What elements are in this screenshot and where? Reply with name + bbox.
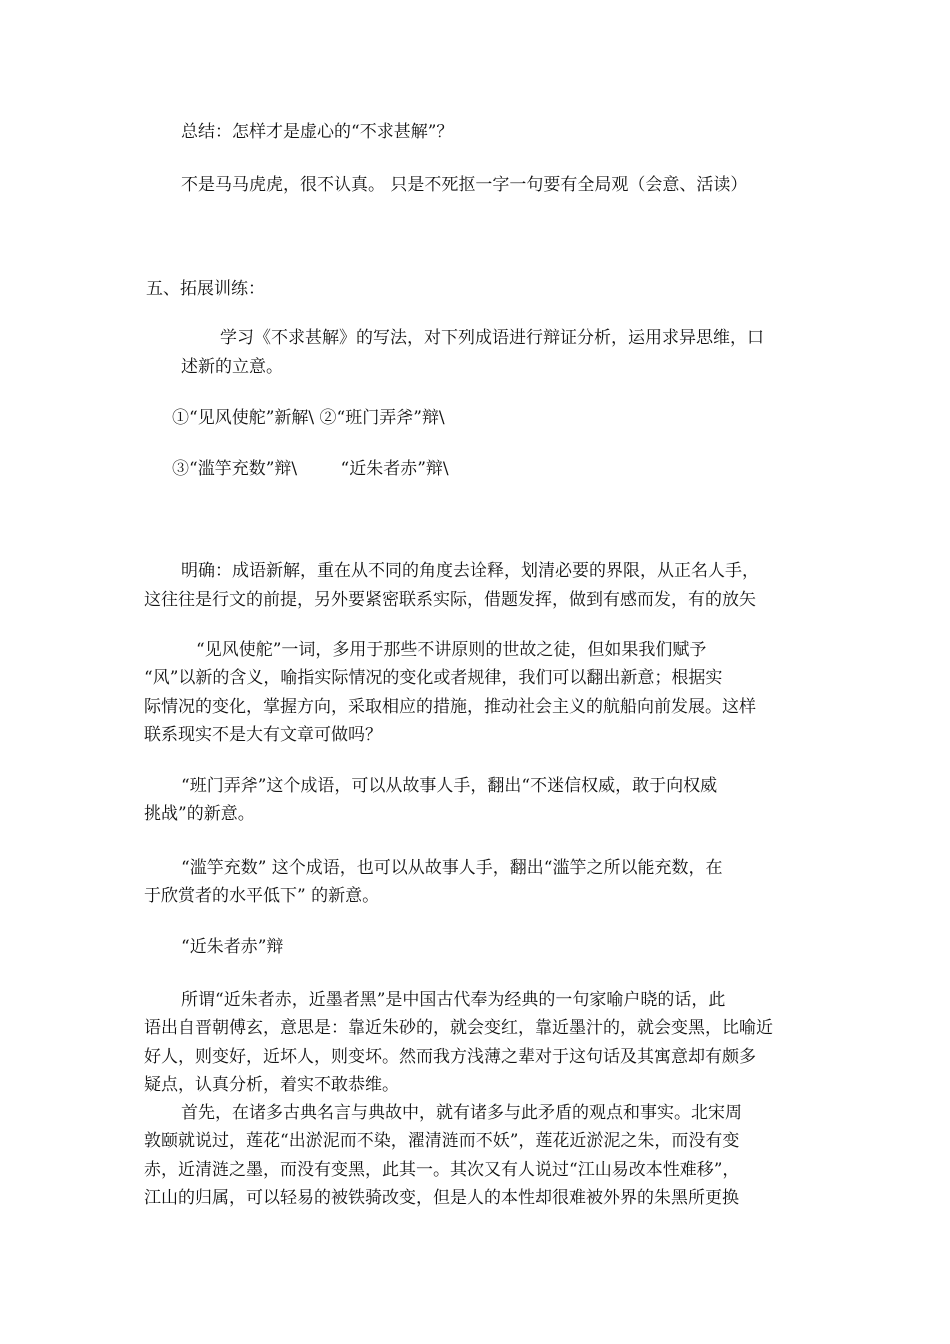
summary-question: 总结：怎样才是虚心的“不求甚解”？	[181, 122, 454, 142]
summary-answer: 不是马马虎虎，很不认真。 只是不死抠一字一句要有全局观（会意、活读）	[181, 175, 748, 195]
jinzhu-title: “近朱者赤”辩	[181, 937, 284, 957]
paragraph-line: 语出自晋朝傅玄，意思是：靠近朱砂的，就会变红，靠近墨汁的，就会变黑，比喻近	[144, 1018, 773, 1039]
clarify-line2: 这往往是行文的前提，另外要紧密联系实际，借题发挥，做到有感而发，有的放矢	[144, 590, 756, 610]
paragraph-line: 于欣赏者的水平低下” 的新意。	[144, 886, 380, 907]
paragraph-line: “班门弄斧”这个成语，可以从故事人手，翻出“不迷信权威，敢于向权威	[181, 776, 718, 796]
clarify-line1: 明确：成语新解，重在从不同的角度去诠释，划清必要的界限，从正名人手，	[181, 561, 759, 581]
paragraph-line: “风”以新的含义，喻指实际情况的变化或者规律，我们可以翻出新意；根据实	[144, 668, 723, 689]
paragraph-line: “见风使舵”一词，多用于那些不讲原则的世故之徒，但如果我们赋予	[196, 640, 707, 660]
paragraph-line: 所谓“近朱者赤，近墨者黑”是中国古代奉为经典的一句家喻户晓的话，此	[181, 990, 726, 1010]
paragraph-line: 疑点，认真分析，着实不敢恭维。	[144, 1074, 399, 1095]
paragraph-line: 首先，在诸多古典名言与典故中，就有诸多与此矛盾的观点和事实。北宋周	[181, 1103, 742, 1124]
paragraph-banmen	[144, 772, 717, 829]
section5-heading: 五、拓展训练：	[146, 279, 265, 299]
paragraph-line: 联系现实不是大有文章可做吗？	[144, 724, 382, 745]
paragraph-line: 际情况的变化，掌握方向，采取相应的措施，推动社会主义的航船向前发展。这样	[144, 696, 756, 717]
paragraph-lanyu	[144, 854, 722, 911]
paragraph-line: “滥竽充数” 这个成语，也可以从故事人手，翻出“滥竽之所以能充数，在	[181, 858, 723, 878]
section5-task-line2: 述新的立意。	[181, 357, 283, 377]
section5-items-line2: ③“滥竽充数”辩\ “近朱者赤”辩\	[172, 459, 449, 479]
section5-items-line1: ①“见风使舵”新解\ ②“班门弄斧”辩\	[172, 408, 445, 428]
paragraph-line: 好人，则变好，近坏人，则变坏。然而我方浅薄之辈对于这句话及其寓意却有颇多	[144, 1046, 756, 1067]
paragraph-line: 敦颐就说过，莲花“出淤泥而不染，濯清涟而不妖”，莲花近淤泥之朱，而没有变	[144, 1131, 740, 1152]
section5-task-line1: 学习《不求甚解》的写法，对下列成语进行辩证分析，运用求异思维，口	[220, 328, 764, 348]
paragraph-jinzhu-1	[144, 986, 773, 1212]
paragraph-jianfeng	[144, 636, 756, 749]
paragraph-line: 挑战”的新意。	[144, 804, 255, 825]
paragraph-line: 江山的归属，可以轻易的被铁骑改变，但是人的本性却很难被外界的朱黑所更换	[144, 1188, 739, 1209]
paragraph-line: 赤，近清涟之墨，而没有变黑，此其一。其次又有人说过“江山易改本性难移”，	[144, 1159, 740, 1180]
